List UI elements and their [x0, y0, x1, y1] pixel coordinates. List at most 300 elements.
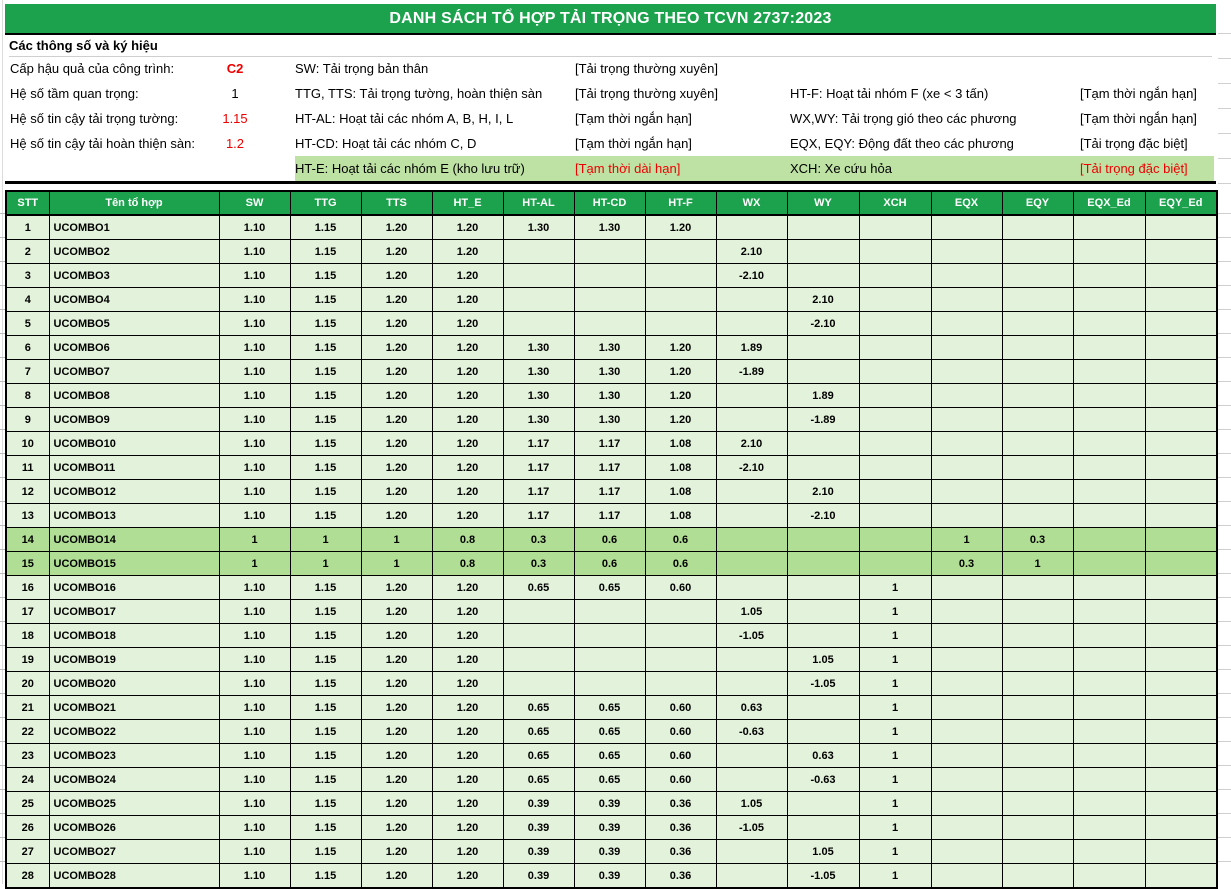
combo-name-cell[interactable]: UCOMBO12 — [49, 480, 219, 504]
param-value[interactable]: 1.2 — [225, 136, 245, 151]
factor-cell[interactable]: 1.10 — [219, 768, 290, 792]
row-number-cell[interactable]: 26 — [6, 816, 49, 840]
combo-name-cell[interactable]: UCOMBO24 — [49, 768, 219, 792]
factor-cell[interactable] — [1145, 215, 1217, 240]
factor-cell[interactable] — [1073, 240, 1145, 264]
combo-name-cell[interactable]: UCOMBO1 — [49, 215, 219, 240]
factor-cell[interactable]: 1.10 — [219, 215, 290, 240]
factor-cell[interactable] — [931, 768, 1002, 792]
factor-cell[interactable]: 1.05 — [716, 792, 787, 816]
factor-cell[interactable] — [1002, 696, 1073, 720]
factor-cell[interactable]: 0.65 — [574, 768, 645, 792]
factor-cell[interactable] — [1073, 768, 1145, 792]
row-number-cell[interactable]: 8 — [6, 384, 49, 408]
factor-cell[interactable] — [1073, 600, 1145, 624]
factor-cell[interactable] — [1002, 720, 1073, 744]
factor-cell[interactable] — [1145, 312, 1217, 336]
factor-cell[interactable]: 1.15 — [290, 792, 361, 816]
factor-cell[interactable] — [1145, 552, 1217, 576]
factor-cell[interactable] — [1145, 528, 1217, 552]
combo-name-cell[interactable]: UCOMBO15 — [49, 552, 219, 576]
factor-cell[interactable]: 1.17 — [503, 456, 574, 480]
factor-cell[interactable] — [1145, 864, 1217, 889]
factor-cell[interactable]: 1.89 — [716, 336, 787, 360]
factor-cell[interactable]: 1.20 — [361, 864, 432, 889]
factor-cell[interactable] — [931, 576, 1002, 600]
column-header-ht_e[interactable]: HT_E — [432, 191, 503, 215]
combo-name-cell[interactable]: UCOMBO22 — [49, 720, 219, 744]
combo-name-cell[interactable]: UCOMBO6 — [49, 336, 219, 360]
factor-cell[interactable] — [787, 336, 859, 360]
factor-cell[interactable]: 1.20 — [432, 264, 503, 288]
factor-cell[interactable] — [503, 600, 574, 624]
combo-name-cell[interactable]: UCOMBO19 — [49, 648, 219, 672]
factor-cell[interactable] — [716, 552, 787, 576]
factor-cell[interactable] — [1073, 408, 1145, 432]
factor-cell[interactable]: 1.15 — [290, 336, 361, 360]
factor-cell[interactable] — [859, 288, 931, 312]
row-number-cell[interactable]: 7 — [6, 360, 49, 384]
factor-cell[interactable]: 0.65 — [574, 576, 645, 600]
factor-cell[interactable] — [1145, 432, 1217, 456]
factor-cell[interactable]: 1.20 — [432, 408, 503, 432]
combo-name-cell[interactable]: UCOMBO10 — [49, 432, 219, 456]
factor-cell[interactable] — [1145, 816, 1217, 840]
factor-cell[interactable]: 0.60 — [645, 576, 716, 600]
column-header-eqy[interactable]: EQY — [1002, 191, 1073, 215]
row-number-cell[interactable]: 19 — [6, 648, 49, 672]
factor-cell[interactable]: 1.20 — [645, 384, 716, 408]
factor-cell[interactable]: 1.10 — [219, 336, 290, 360]
factor-cell[interactable] — [859, 336, 931, 360]
factor-cell[interactable] — [1073, 215, 1145, 240]
row-number-cell[interactable]: 23 — [6, 744, 49, 768]
factor-cell[interactable]: 1 — [859, 864, 931, 889]
factor-cell[interactable]: 1.15 — [290, 504, 361, 528]
factor-cell[interactable]: 1.08 — [645, 432, 716, 456]
factor-cell[interactable] — [931, 696, 1002, 720]
factor-cell[interactable]: 1.20 — [361, 240, 432, 264]
factor-cell[interactable]: 1.20 — [361, 600, 432, 624]
factor-cell[interactable]: 1.20 — [432, 432, 503, 456]
factor-cell[interactable]: 1 — [859, 744, 931, 768]
factor-cell[interactable] — [574, 624, 645, 648]
factor-cell[interactable] — [1002, 215, 1073, 240]
factor-cell[interactable] — [1002, 240, 1073, 264]
factor-cell[interactable]: 1 — [1002, 552, 1073, 576]
combo-name-cell[interactable]: UCOMBO17 — [49, 600, 219, 624]
factor-cell[interactable]: 1 — [219, 552, 290, 576]
factor-cell[interactable]: 1.15 — [290, 240, 361, 264]
factor-cell[interactable] — [859, 240, 931, 264]
factor-cell[interactable]: 1 — [859, 720, 931, 744]
factor-cell[interactable] — [1002, 312, 1073, 336]
factor-cell[interactable]: 0.65 — [503, 576, 574, 600]
factor-cell[interactable]: 1.15 — [290, 384, 361, 408]
factor-cell[interactable] — [645, 288, 716, 312]
factor-cell[interactable]: 1 — [859, 624, 931, 648]
factor-cell[interactable]: 1.10 — [219, 240, 290, 264]
factor-cell[interactable]: 1.20 — [432, 720, 503, 744]
factor-cell[interactable]: 1.20 — [432, 624, 503, 648]
factor-cell[interactable]: 0.39 — [574, 792, 645, 816]
factor-cell[interactable] — [1145, 720, 1217, 744]
factor-cell[interactable]: 1.10 — [219, 648, 290, 672]
factor-cell[interactable] — [1145, 600, 1217, 624]
factor-cell[interactable]: 1.15 — [290, 408, 361, 432]
factor-cell[interactable] — [1002, 408, 1073, 432]
factor-cell[interactable] — [931, 504, 1002, 528]
factor-cell[interactable]: 0.65 — [503, 768, 574, 792]
factor-cell[interactable] — [787, 528, 859, 552]
factor-cell[interactable]: 1.20 — [432, 215, 503, 240]
factor-cell[interactable] — [645, 624, 716, 648]
factor-cell[interactable]: 1.15 — [290, 624, 361, 648]
factor-cell[interactable] — [1145, 240, 1217, 264]
factor-cell[interactable]: 1.20 — [361, 432, 432, 456]
factor-cell[interactable] — [859, 456, 931, 480]
factor-cell[interactable] — [931, 816, 1002, 840]
factor-cell[interactable]: 1.15 — [290, 360, 361, 384]
factor-cell[interactable] — [931, 408, 1002, 432]
factor-cell[interactable] — [716, 528, 787, 552]
row-number-cell[interactable]: 9 — [6, 408, 49, 432]
factor-cell[interactable]: 1.10 — [219, 744, 290, 768]
factor-cell[interactable] — [716, 288, 787, 312]
combo-name-cell[interactable]: UCOMBO16 — [49, 576, 219, 600]
factor-cell[interactable] — [1073, 672, 1145, 696]
factor-cell[interactable] — [931, 264, 1002, 288]
factor-cell[interactable] — [931, 215, 1002, 240]
factor-cell[interactable]: 1.20 — [361, 456, 432, 480]
factor-cell[interactable] — [787, 456, 859, 480]
factor-cell[interactable] — [931, 432, 1002, 456]
column-header-stt[interactable]: STT — [6, 191, 49, 215]
factor-cell[interactable] — [1073, 864, 1145, 889]
factor-cell[interactable]: 0.3 — [503, 552, 574, 576]
factor-cell[interactable]: 0.65 — [574, 744, 645, 768]
factor-cell[interactable]: 1.10 — [219, 312, 290, 336]
factor-cell[interactable] — [1145, 696, 1217, 720]
factor-cell[interactable] — [645, 312, 716, 336]
factor-cell[interactable] — [1145, 336, 1217, 360]
factor-cell[interactable] — [1073, 576, 1145, 600]
param-value[interactable]: 1 — [231, 86, 239, 101]
factor-cell[interactable] — [645, 672, 716, 696]
factor-cell[interactable] — [787, 816, 859, 840]
factor-cell[interactable]: 1.17 — [574, 456, 645, 480]
factor-cell[interactable]: 1.15 — [290, 432, 361, 456]
factor-cell[interactable] — [1002, 264, 1073, 288]
factor-cell[interactable]: 1.17 — [574, 432, 645, 456]
factor-cell[interactable]: 1.10 — [219, 864, 290, 889]
column-header-ht-cd[interactable]: HT-CD — [574, 191, 645, 215]
combo-name-cell[interactable]: UCOMBO7 — [49, 360, 219, 384]
factor-cell[interactable]: 1.20 — [361, 360, 432, 384]
factor-cell[interactable]: 1.10 — [219, 288, 290, 312]
factor-cell[interactable]: 0.6 — [574, 528, 645, 552]
factor-cell[interactable] — [787, 696, 859, 720]
factor-cell[interactable] — [787, 360, 859, 384]
factor-cell[interactable]: 1.20 — [432, 240, 503, 264]
column-header-wy[interactable]: WY — [787, 191, 859, 215]
factor-cell[interactable]: 1 — [859, 648, 931, 672]
factor-cell[interactable]: 1.05 — [787, 648, 859, 672]
row-number-cell[interactable]: 10 — [6, 432, 49, 456]
factor-cell[interactable]: 0.8 — [432, 552, 503, 576]
column-header-xch[interactable]: XCH — [859, 191, 931, 215]
factor-cell[interactable] — [503, 240, 574, 264]
factor-cell[interactable]: 1.20 — [361, 696, 432, 720]
factor-cell[interactable] — [1073, 840, 1145, 864]
factor-cell[interactable]: 1 — [859, 576, 931, 600]
factor-cell[interactable] — [1073, 360, 1145, 384]
factor-cell[interactable]: 1.17 — [503, 480, 574, 504]
factor-cell[interactable]: 1 — [931, 528, 1002, 552]
factor-cell[interactable]: 1.15 — [290, 672, 361, 696]
factor-cell[interactable]: 1.10 — [219, 576, 290, 600]
column-header-sw[interactable]: SW — [219, 191, 290, 215]
factor-cell[interactable]: 1.20 — [361, 624, 432, 648]
factor-cell[interactable]: 1.20 — [432, 648, 503, 672]
factor-cell[interactable]: 0.60 — [645, 768, 716, 792]
factor-cell[interactable]: 1.30 — [503, 336, 574, 360]
factor-cell[interactable] — [716, 840, 787, 864]
factor-cell[interactable]: 0.8 — [432, 528, 503, 552]
factor-cell[interactable]: 2.10 — [787, 288, 859, 312]
factor-cell[interactable]: 1.15 — [290, 840, 361, 864]
combo-name-cell[interactable]: UCOMBO13 — [49, 504, 219, 528]
factor-cell[interactable]: 1.05 — [716, 600, 787, 624]
factor-cell[interactable] — [931, 336, 1002, 360]
factor-cell[interactable] — [1073, 480, 1145, 504]
factor-cell[interactable] — [1002, 744, 1073, 768]
factor-cell[interactable] — [931, 744, 1002, 768]
factor-cell[interactable] — [787, 215, 859, 240]
factor-cell[interactable] — [716, 576, 787, 600]
factor-cell[interactable] — [1145, 360, 1217, 384]
factor-cell[interactable] — [1073, 432, 1145, 456]
factor-cell[interactable]: 1.30 — [574, 336, 645, 360]
factor-cell[interactable] — [859, 264, 931, 288]
factor-cell[interactable] — [1073, 816, 1145, 840]
factor-cell[interactable] — [931, 600, 1002, 624]
factor-cell[interactable]: 1.15 — [290, 768, 361, 792]
factor-cell[interactable] — [1073, 744, 1145, 768]
row-number-cell[interactable]: 11 — [6, 456, 49, 480]
factor-cell[interactable]: 1.20 — [432, 336, 503, 360]
factor-cell[interactable]: 1.20 — [361, 215, 432, 240]
factor-cell[interactable] — [859, 215, 931, 240]
factor-cell[interactable] — [1073, 312, 1145, 336]
factor-cell[interactable]: 0.65 — [503, 696, 574, 720]
factor-cell[interactable] — [1145, 480, 1217, 504]
factor-cell[interactable]: 1.17 — [574, 504, 645, 528]
factor-cell[interactable] — [1073, 264, 1145, 288]
factor-cell[interactable]: 1.20 — [432, 840, 503, 864]
factor-cell[interactable] — [787, 552, 859, 576]
factor-cell[interactable] — [716, 504, 787, 528]
param-value[interactable]: C2 — [226, 61, 244, 76]
factor-cell[interactable]: 1.20 — [432, 456, 503, 480]
factor-cell[interactable] — [931, 480, 1002, 504]
factor-cell[interactable]: 1.20 — [645, 408, 716, 432]
factor-cell[interactable]: 1.20 — [432, 384, 503, 408]
factor-cell[interactable] — [645, 600, 716, 624]
factor-cell[interactable]: 0.36 — [645, 792, 716, 816]
factor-cell[interactable]: 1.20 — [645, 215, 716, 240]
factor-cell[interactable] — [503, 312, 574, 336]
factor-cell[interactable]: 0.39 — [574, 840, 645, 864]
column-header-t-n-t-h-p[interactable]: Tên tổ hợp — [49, 191, 219, 215]
row-number-cell[interactable]: 3 — [6, 264, 49, 288]
factor-cell[interactable] — [787, 576, 859, 600]
row-number-cell[interactable]: 21 — [6, 696, 49, 720]
row-number-cell[interactable]: 15 — [6, 552, 49, 576]
factor-cell[interactable] — [931, 288, 1002, 312]
combo-name-cell[interactable]: UCOMBO4 — [49, 288, 219, 312]
factor-cell[interactable] — [1073, 528, 1145, 552]
factor-cell[interactable] — [787, 600, 859, 624]
factor-cell[interactable]: 0.39 — [503, 816, 574, 840]
column-header-tts[interactable]: TTS — [361, 191, 432, 215]
factor-cell[interactable] — [859, 408, 931, 432]
factor-cell[interactable]: 1 — [290, 528, 361, 552]
factor-cell[interactable]: 1.30 — [574, 408, 645, 432]
factor-cell[interactable] — [574, 264, 645, 288]
factor-cell[interactable]: 0.6 — [645, 552, 716, 576]
factor-cell[interactable]: 1 — [361, 528, 432, 552]
factor-cell[interactable]: 1.20 — [361, 336, 432, 360]
factor-cell[interactable] — [645, 240, 716, 264]
factor-cell[interactable]: 1.10 — [219, 720, 290, 744]
factor-cell[interactable] — [1002, 816, 1073, 840]
row-number-cell[interactable]: 27 — [6, 840, 49, 864]
factor-cell[interactable] — [787, 264, 859, 288]
row-number-cell[interactable]: 17 — [6, 600, 49, 624]
factor-cell[interactable]: 2.10 — [787, 480, 859, 504]
factor-cell[interactable] — [1002, 480, 1073, 504]
factor-cell[interactable] — [1002, 288, 1073, 312]
factor-cell[interactable] — [716, 408, 787, 432]
factor-cell[interactable]: 0.65 — [503, 720, 574, 744]
factor-cell[interactable]: -1.05 — [787, 864, 859, 889]
factor-cell[interactable]: 1.30 — [503, 360, 574, 384]
combo-name-cell[interactable]: UCOMBO18 — [49, 624, 219, 648]
factor-cell[interactable]: 1.10 — [219, 480, 290, 504]
factor-cell[interactable] — [1002, 840, 1073, 864]
factor-cell[interactable] — [1002, 792, 1073, 816]
factor-cell[interactable] — [574, 312, 645, 336]
factor-cell[interactable] — [931, 240, 1002, 264]
factor-cell[interactable] — [1145, 840, 1217, 864]
column-header-ht-f[interactable]: HT-F — [645, 191, 716, 215]
factor-cell[interactable] — [1002, 456, 1073, 480]
factor-cell[interactable]: 1 — [859, 768, 931, 792]
factor-cell[interactable]: 1.30 — [574, 384, 645, 408]
factor-cell[interactable] — [1002, 336, 1073, 360]
factor-cell[interactable] — [1145, 744, 1217, 768]
factor-cell[interactable] — [1002, 648, 1073, 672]
row-number-cell[interactable]: 12 — [6, 480, 49, 504]
factor-cell[interactable] — [1145, 792, 1217, 816]
factor-cell[interactable]: 1.15 — [290, 720, 361, 744]
factor-cell[interactable] — [1145, 264, 1217, 288]
column-header-ht-al[interactable]: HT-AL — [503, 191, 574, 215]
factor-cell[interactable]: 0.3 — [1002, 528, 1073, 552]
combo-name-cell[interactable]: UCOMBO23 — [49, 744, 219, 768]
factor-cell[interactable] — [1073, 504, 1145, 528]
row-number-cell[interactable]: 20 — [6, 672, 49, 696]
factor-cell[interactable]: 1.08 — [645, 504, 716, 528]
factor-cell[interactable]: 1.20 — [432, 288, 503, 312]
factor-cell[interactable]: 1.15 — [290, 288, 361, 312]
factor-cell[interactable] — [574, 672, 645, 696]
factor-cell[interactable] — [1073, 648, 1145, 672]
factor-cell[interactable] — [1145, 624, 1217, 648]
factor-cell[interactable] — [1073, 792, 1145, 816]
factor-cell[interactable]: 1 — [859, 792, 931, 816]
factor-cell[interactable]: 1.20 — [432, 480, 503, 504]
factor-cell[interactable]: 1.20 — [361, 672, 432, 696]
combo-name-cell[interactable]: UCOMBO26 — [49, 816, 219, 840]
factor-cell[interactable] — [1073, 696, 1145, 720]
factor-cell[interactable] — [931, 720, 1002, 744]
factor-cell[interactable]: 1.10 — [219, 624, 290, 648]
factor-cell[interactable] — [1073, 456, 1145, 480]
factor-cell[interactable] — [859, 480, 931, 504]
factor-cell[interactable]: 1.15 — [290, 864, 361, 889]
row-number-cell[interactable]: 24 — [6, 768, 49, 792]
factor-cell[interactable]: 1.10 — [219, 792, 290, 816]
factor-cell[interactable]: 1.30 — [503, 384, 574, 408]
factor-cell[interactable]: 1.20 — [432, 816, 503, 840]
factor-cell[interactable] — [1002, 504, 1073, 528]
column-header-eqx[interactable]: EQX — [931, 191, 1002, 215]
factor-cell[interactable]: 0.36 — [645, 840, 716, 864]
factor-cell[interactable] — [716, 744, 787, 768]
factor-cell[interactable]: 0.39 — [503, 864, 574, 889]
factor-cell[interactable] — [931, 384, 1002, 408]
factor-cell[interactable] — [1002, 768, 1073, 792]
factor-cell[interactable]: 0.60 — [645, 720, 716, 744]
factor-cell[interactable]: -2.10 — [716, 264, 787, 288]
factor-cell[interactable]: 1.20 — [432, 504, 503, 528]
factor-cell[interactable]: 1 — [859, 696, 931, 720]
factor-cell[interactable] — [716, 864, 787, 889]
column-header-wx[interactable]: WX — [716, 191, 787, 215]
factor-cell[interactable]: 1.10 — [219, 432, 290, 456]
factor-cell[interactable] — [859, 504, 931, 528]
combo-name-cell[interactable]: UCOMBO5 — [49, 312, 219, 336]
factor-cell[interactable] — [574, 600, 645, 624]
factor-cell[interactable]: 1.20 — [432, 672, 503, 696]
row-number-cell[interactable]: 25 — [6, 792, 49, 816]
factor-cell[interactable]: 1.15 — [290, 744, 361, 768]
factor-cell[interactable] — [1073, 552, 1145, 576]
factor-cell[interactable]: 0.63 — [787, 744, 859, 768]
factor-cell[interactable]: 1.20 — [432, 744, 503, 768]
factor-cell[interactable] — [574, 648, 645, 672]
row-number-cell[interactable]: 6 — [6, 336, 49, 360]
factor-cell[interactable]: 0.60 — [645, 744, 716, 768]
factor-cell[interactable] — [503, 624, 574, 648]
factor-cell[interactable]: -1.05 — [716, 816, 787, 840]
factor-cell[interactable] — [574, 288, 645, 312]
factor-cell[interactable] — [1073, 624, 1145, 648]
factor-cell[interactable] — [931, 648, 1002, 672]
factor-cell[interactable]: 1 — [859, 840, 931, 864]
